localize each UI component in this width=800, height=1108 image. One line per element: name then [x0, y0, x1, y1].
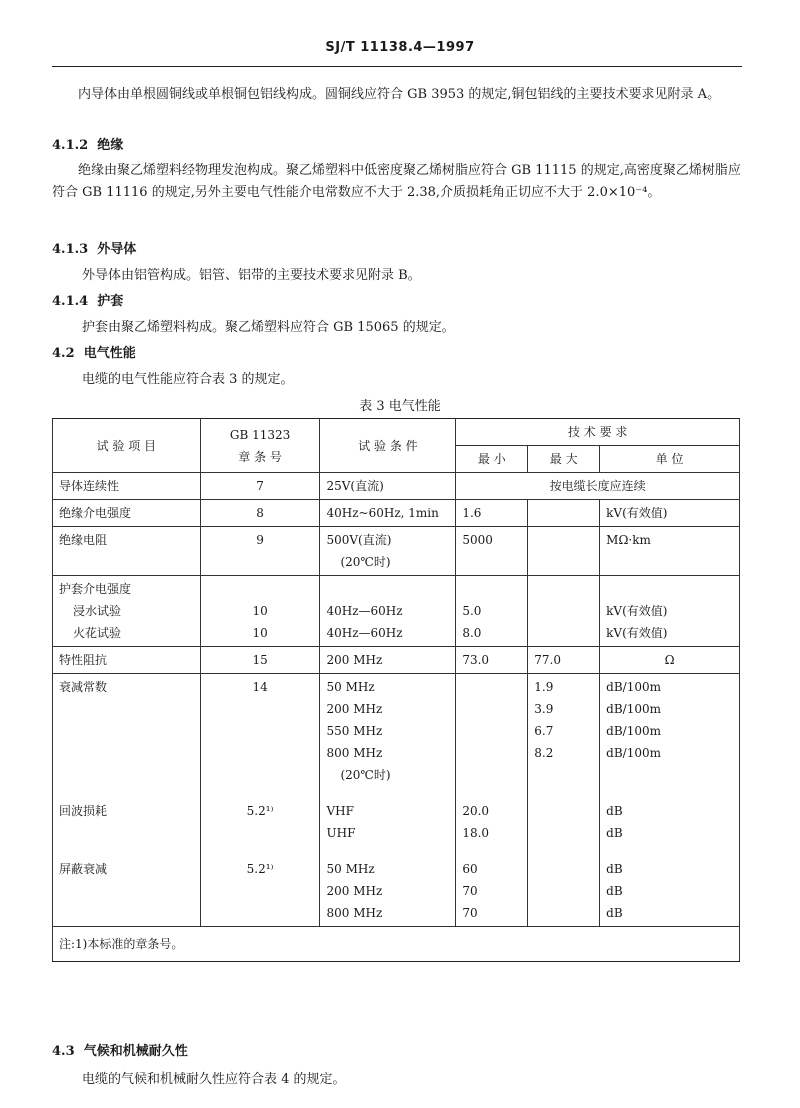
table-header-row: [53, 419, 740, 446]
table-row: [53, 788, 740, 846]
sub-gb: 10: [252, 626, 268, 640]
sub-item: 浸水试验: [73, 604, 122, 618]
electrical-performance-table: [52, 418, 740, 962]
cell-gb: 8: [200, 500, 320, 527]
sub-cond: 50 MHz: [326, 680, 375, 694]
sub-unit: dB: [606, 906, 623, 920]
cell-item: 回波损耗: [53, 788, 201, 846]
group-title: 护套介电强度: [59, 582, 132, 596]
cell-item: 绝缘电阻: [53, 527, 201, 576]
cond-note: (20℃时): [340, 768, 391, 782]
cell-unit: [600, 788, 740, 846]
table-row: [53, 846, 740, 927]
cell-item: 屏蔽衰减: [53, 846, 201, 927]
sub-min: 70: [462, 884, 478, 898]
sub-cond: 800 MHz: [326, 906, 383, 920]
cell-cond: [320, 576, 456, 647]
cell-cond: [320, 674, 456, 789]
cell-gb: 14: [200, 674, 320, 789]
sub-unit: dB/100m: [606, 746, 661, 760]
section-title: 绝缘: [97, 138, 124, 153]
section-4-1-4-heading: [52, 290, 123, 309]
header-rule: [52, 66, 742, 67]
sub-cond: UHF: [326, 826, 356, 840]
section-4-1-4-text: 护套由聚乙烯塑料构成。聚乙烯塑料应符合 GB 15065 的规定。: [82, 320, 455, 335]
cell-max: 77.0: [528, 647, 600, 674]
sub-unit: kV(有效值): [606, 626, 668, 640]
sub-gb: 10: [252, 604, 268, 618]
header-gb-clause: [200, 419, 320, 473]
sub-min: 60: [462, 862, 478, 876]
sub-cond: 50 MHz: [326, 862, 375, 876]
section-number: 4.1.2: [52, 138, 89, 153]
table-note-row: [53, 927, 740, 962]
cell-unit: [600, 674, 740, 789]
sub-min: 5.0: [462, 604, 482, 618]
sub-min: 20.0: [462, 804, 490, 818]
sub-unit: dB/100m: [606, 702, 661, 716]
section-4-1-3-heading: [52, 238, 136, 257]
cell-unit: kV(有效值): [600, 500, 740, 527]
cell-gb: [200, 576, 320, 647]
section-title: 护套: [97, 294, 124, 309]
header-max: 最 大: [528, 446, 600, 473]
cell-item: [53, 576, 201, 647]
sub-unit: dB: [606, 862, 623, 876]
cell-max: [528, 846, 600, 927]
sub-unit: dB: [606, 804, 623, 818]
table-caption: 表 3 电气性能: [359, 399, 441, 414]
cell-unit: [600, 846, 740, 927]
cell-item: 绝缘介电强度: [53, 500, 201, 527]
section-title: 电气性能: [83, 346, 136, 361]
cell-max: [528, 576, 600, 647]
header-unit: 单 位: [600, 446, 740, 473]
sub-unit: dB/100m: [606, 680, 661, 694]
table-row: [53, 500, 740, 527]
cell-gb: 7: [200, 473, 320, 500]
sub-max: 6.7: [534, 724, 554, 738]
cell-gb: 5.2¹⁾: [200, 846, 320, 927]
section-4-1-3-text: 外导体由铝管构成。铝管、铝带的主要技术要求见附录 B。: [82, 268, 421, 283]
cell-min: 1.6: [456, 500, 528, 527]
section-title: 气候和机械耐久性: [83, 1044, 188, 1059]
cell-cond: 25V(直流): [320, 473, 456, 500]
cell-cond: [320, 846, 456, 927]
cell-min: [456, 788, 528, 846]
header-tech-requirements: 技 术 要 求: [456, 419, 740, 446]
section-title: 外导体: [97, 242, 137, 257]
sub-cond: 40Hz—60Hz: [326, 626, 403, 640]
sub-unit: dB: [606, 826, 623, 840]
cell-max: [528, 674, 600, 789]
sub-cond: 550 MHz: [326, 724, 383, 738]
header-min: 最 小: [456, 446, 528, 473]
cell-min: [456, 674, 528, 789]
cell-min: 5000: [456, 527, 528, 576]
cell-cond: [320, 527, 456, 576]
section-number: 4.1.4: [52, 294, 89, 309]
cell-gb: 5.2¹⁾: [200, 788, 320, 846]
header-test-item: 试 验 项 目: [53, 419, 201, 473]
cell-max: [528, 788, 600, 846]
sub-cond: VHF: [326, 804, 354, 818]
sub-unit: kV(有效值): [606, 604, 668, 618]
intro-paragraph: 内导体由单根圆铜线或单根铜包铝线构成。圆铜线应符合 GB 3953 的规定,铜包铝线的主要技术要求见附录 A。: [78, 87, 721, 102]
cell-max: [528, 500, 600, 527]
sub-min: 70: [462, 906, 478, 920]
sub-unit: dB: [606, 884, 623, 898]
sub-item: 火花试验: [73, 626, 122, 640]
table-row: [53, 473, 740, 500]
page-header: SJ/T 11138.4—1997: [325, 40, 475, 55]
sub-max: 8.2: [534, 746, 554, 760]
header-gb-line1: GB 11323: [229, 427, 291, 442]
section-4-1-2-heading: [52, 134, 123, 153]
table-footnote: 注:1)本标准的章条号。: [53, 927, 740, 962]
cell-cond: [320, 788, 456, 846]
sub-cond: 200 MHz: [326, 702, 383, 716]
cell-merged-requirement: 按电缆长度应连续: [456, 473, 740, 500]
section-4-3-text: 电缆的气候和机械耐久性应符合表 4 的规定。: [82, 1072, 346, 1087]
cond-line: 500V(直流): [326, 533, 392, 547]
cell-item: 导体连续性: [53, 473, 201, 500]
cell-item: 特性阻抗: [53, 647, 201, 674]
section-number: 4.3: [52, 1044, 75, 1059]
cell-cond: 200 MHz: [320, 647, 456, 674]
cell-max: [528, 527, 600, 576]
header-gb-line2: 章 条 号: [238, 449, 282, 464]
sub-cond: 200 MHz: [326, 884, 383, 898]
sub-cond: 40Hz—60Hz: [326, 604, 403, 618]
cell-unit: [600, 576, 740, 647]
sub-min: 18.0: [462, 826, 490, 840]
sub-max: 1.9: [534, 680, 554, 694]
cell-unit: MΩ·km: [600, 527, 740, 576]
sub-max: 3.9: [534, 702, 554, 716]
section-4-1-2-text: 绝缘由聚乙烯塑料经物理发泡构成。聚乙烯塑料中低密度聚乙烯树脂应符合 GB 11115 的规定,高密度聚乙烯树脂应符合 GB 11116 的规定,另外主要电气性能介电常数应不大于 2.38,介质损耗角正切应不大于 2.0×10⁻⁴。: [52, 163, 741, 200]
cell-min: [456, 576, 528, 647]
table-row: [53, 527, 740, 576]
section-4-2-text: 电缆的电气性能应符合表 3 的规定。: [82, 372, 294, 387]
header-test-condition: 试 验 条 件: [320, 419, 456, 473]
sub-unit: dB/100m: [606, 724, 661, 738]
cond-note: (20℃时): [340, 555, 391, 569]
section-4-2-heading: [52, 342, 136, 361]
section-4-3-heading: [52, 1040, 188, 1059]
cell-unit: Ω: [600, 647, 740, 674]
table-row: [53, 647, 740, 674]
cell-item: 衰减常数: [53, 674, 201, 789]
table-row: [53, 576, 740, 647]
cell-min: 73.0: [456, 647, 528, 674]
cell-gb: 9: [200, 527, 320, 576]
section-number: 4.2: [52, 346, 75, 361]
cell-min: [456, 846, 528, 927]
cell-cond: 40Hz~60Hz, 1min: [320, 500, 456, 527]
section-number: 4.1.3: [52, 242, 89, 257]
sub-cond: 800 MHz: [326, 746, 383, 760]
sub-min: 8.0: [462, 626, 482, 640]
table-row: [53, 674, 740, 789]
cell-gb: 15: [200, 647, 320, 674]
